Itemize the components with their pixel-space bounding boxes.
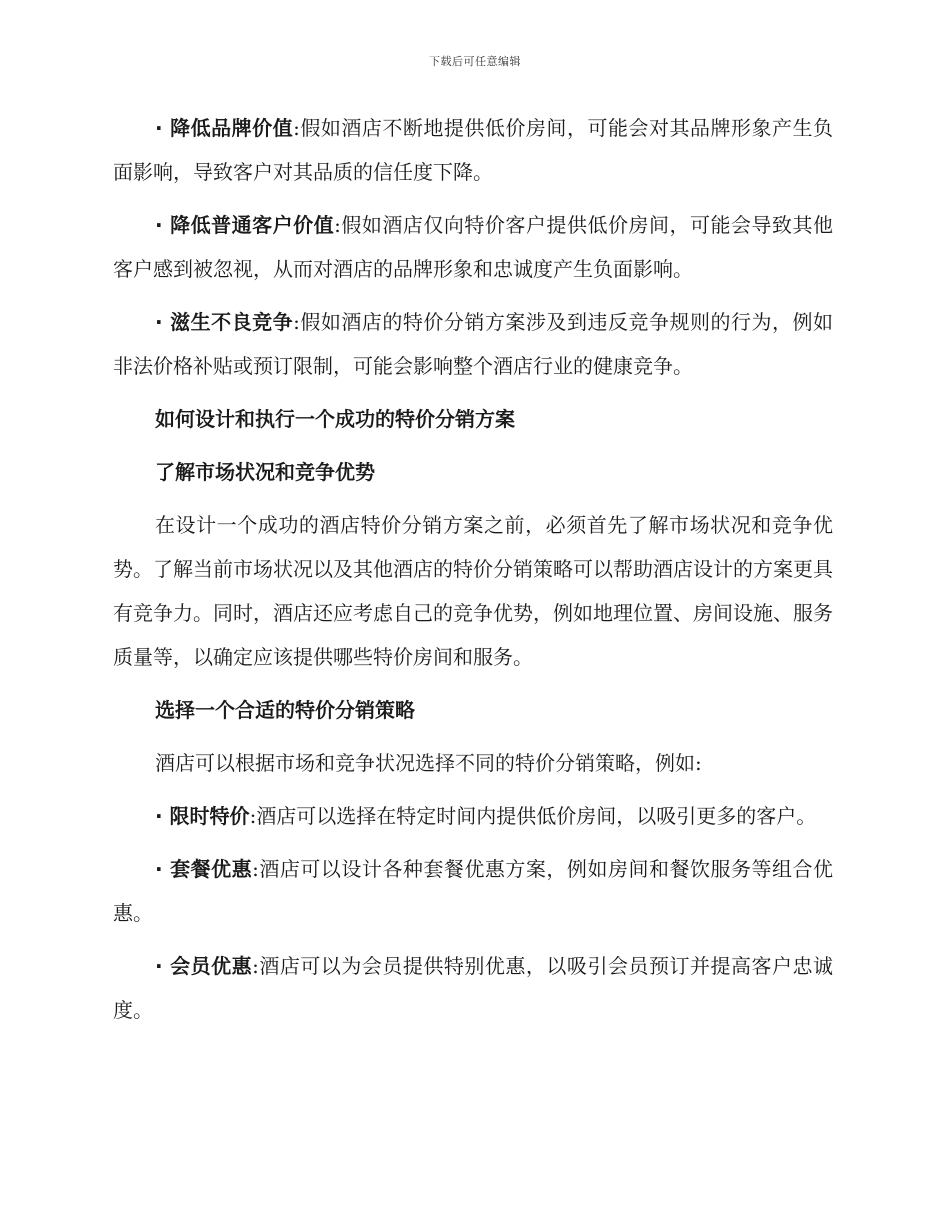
bullet-colon: : bbox=[252, 857, 259, 881]
subsection-heading: 了解市场状况和竞争优势 bbox=[155, 460, 375, 484]
bullet-body: 假如酒店不断地提供低价房间，可能会对其品牌形象产生负面影响，导致客户对其品质的信任度下降。 bbox=[113, 116, 834, 184]
bullet-limited-time bbox=[113, 794, 833, 838]
document-body bbox=[113, 106, 833, 1032]
bullet-unfair-competition bbox=[113, 300, 833, 388]
subsection-heading: 选择一个合适的特价分销策略 bbox=[155, 698, 415, 722]
bullet-regular-customer-value bbox=[113, 203, 833, 291]
bullet-body: 假如酒店仅向特价客户提供低价房间，可能会导致其他客户感到被忽视，从而对酒店的品牌形象和忠诚度产生负面影响。 bbox=[113, 213, 834, 281]
bullet-lead: · 会员优惠 bbox=[155, 954, 253, 978]
bullet-colon: : bbox=[334, 213, 341, 237]
bullet-lead: · 降低品牌价值 bbox=[155, 116, 294, 140]
bullet-lead: · 套餐优惠 bbox=[155, 857, 253, 881]
bullet-colon: : bbox=[293, 116, 300, 140]
bullet-colon: : bbox=[252, 954, 259, 978]
body-paragraph: 酒店可以根据市场和竞争状况选择不同的特价分销策略，例如: bbox=[155, 751, 702, 775]
section-heading: 如何设计和执行一个成功的特价分销方案 bbox=[155, 407, 515, 431]
bullet-lead: · 降低普通客户价值 bbox=[155, 213, 335, 237]
bullet-package-deal bbox=[113, 847, 833, 935]
bullet-lead: · 滋生不良竞争 bbox=[155, 310, 294, 334]
bullet-member-discount bbox=[113, 944, 833, 1032]
body-paragraph: 在设计一个成功的酒店特价分销方案之前，必须首先了解市场状况和竞争优势。了解当前市场状况以及其他酒店的特价分销策略可以帮助酒店设计的方案更具有竞争力。同时，酒店还应考虑自己的竞争优势，例如地理位置、房间设施、服务质量等，以确定应该提供哪些特价房间和服务。 bbox=[113, 513, 833, 669]
bullet-brand-value bbox=[113, 106, 833, 194]
bullet-body: 假如酒店的特价分销方案涉及到违反竞争规则的行为，例如非法价格补贴或预订限制，可能会影响整个酒店行业的健康竞争。 bbox=[113, 310, 834, 378]
page-header: 下载后可任意编辑 bbox=[429, 55, 521, 68]
bullet-body: 酒店可以设计各种套餐优惠方案，例如房间和餐饮服务等组合优惠。 bbox=[113, 857, 834, 925]
bullet-lead: · 限时特价 bbox=[155, 804, 250, 828]
bullet-colon: : bbox=[249, 804, 257, 828]
bullet-body: 酒店可以为会员提供特别优惠，以吸引会员预订并提高客户忠诚度。 bbox=[113, 954, 834, 1022]
bullet-colon: : bbox=[293, 310, 300, 334]
bullet-body: 酒店可以选择在特定时间内提供低价房间，以吸引更多的客户。 bbox=[256, 804, 817, 828]
